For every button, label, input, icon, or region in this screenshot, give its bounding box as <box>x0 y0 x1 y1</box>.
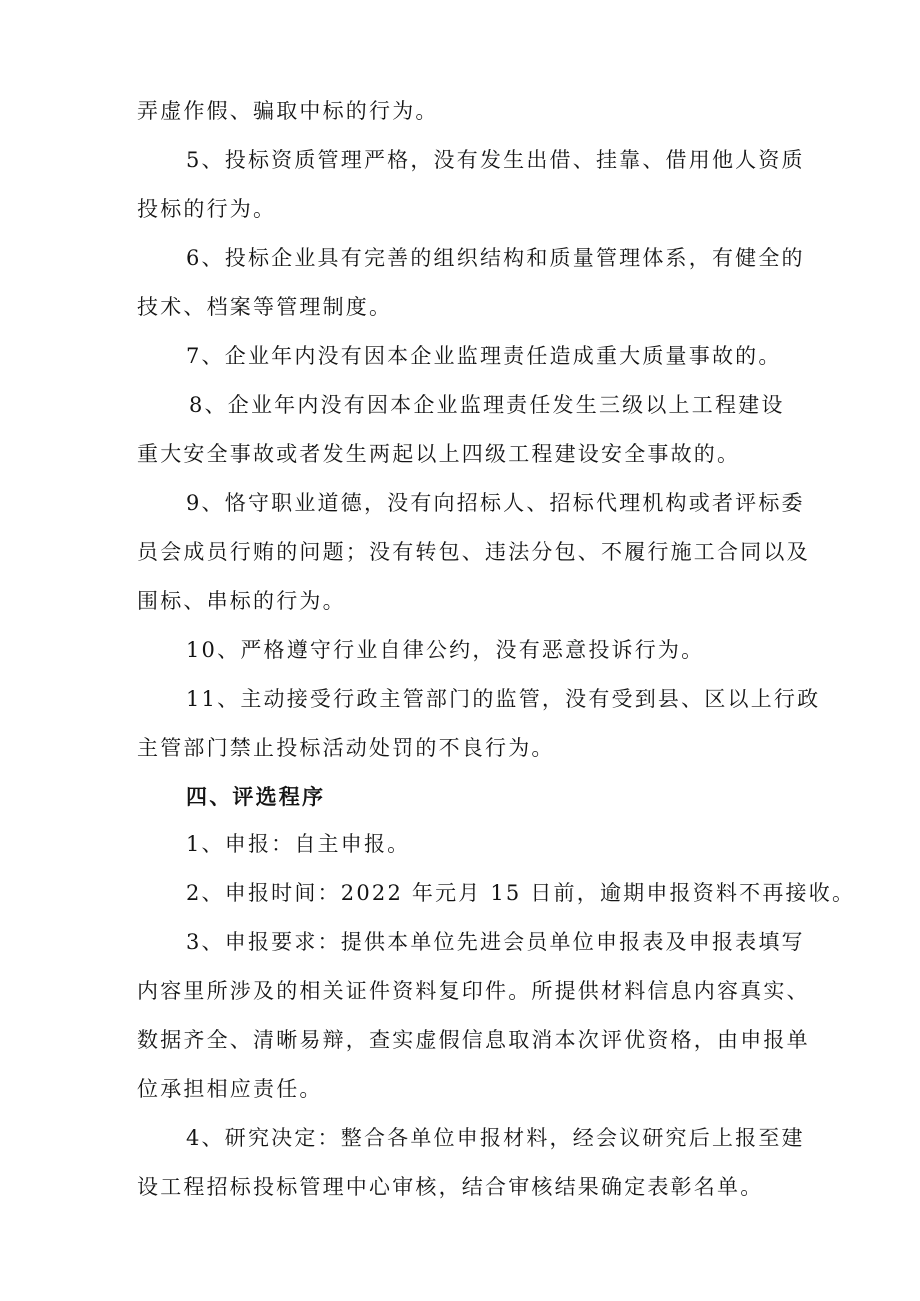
text-line: 弄虚作假、骗取中标的行为。 <box>137 99 439 123</box>
text-line: 投标的行为。 <box>137 197 277 221</box>
text-line: 围标、串标的行为。 <box>137 589 346 613</box>
text-line: 9、恪守职业道德，没有向招标人、招标代理机构或者评标委 <box>186 491 805 515</box>
text-line: 设工程招标投标管理中心审核，结合审核结果确定表彰名单。 <box>137 1175 764 1199</box>
text-line: 11、主动接受行政主管部门的监管，没有受到县、区以上行政 <box>186 687 821 711</box>
text-line: 8、企业年内没有因本企业监理责任发生三级以上工程建设 <box>189 393 785 417</box>
text-line: 主管部门禁止投标活动处罚的不良行为。 <box>137 736 555 760</box>
text-line: 员会成员行贿的问题；没有转包、违法分包、不履行施工合同以及 <box>137 540 810 564</box>
text-line: 技术、档案等管理制度。 <box>137 295 393 319</box>
text-line: 1、申报：自主申报。 <box>186 832 411 856</box>
text-line: 2、申报时间：2022 年元月 15 日前，逾期申报资料不再接收。 <box>186 881 856 905</box>
text-line: 10、严格遵守行业自律公约，没有恶意投诉行为。 <box>186 638 705 662</box>
text-line: 位承担相应责任。 <box>137 1077 323 1101</box>
section-heading: 四、评选程序 <box>186 784 326 809</box>
text-line: 6、投标企业具有完善的组织结构和质量管理体系，有健全的 <box>186 246 805 270</box>
text-line: 重大安全事故或者发生两起以上四级工程建设安全事故的。 <box>137 442 741 466</box>
text-line: 4、研究决定：整合各单位申报材料，经会议研究后上报至建 <box>186 1126 805 1150</box>
text-line: 3、申报要求：提供本单位先进会员单位申报表及申报表填写 <box>186 930 805 954</box>
text-line: 内容里所涉及的相关证件资料复印件。所提供材料信息内容真实、 <box>137 979 810 1003</box>
text-line: 数据齐全、清晰易辩，查实虚假信息取消本次评优资格，由申报单 <box>137 1028 810 1052</box>
text-line: 5、投标资质管理严格，没有发生出借、挂靠、借用他人资质 <box>186 148 805 172</box>
text-line: 7、企业年内没有因本企业监理责任造成重大质量事故的。 <box>186 344 782 368</box>
